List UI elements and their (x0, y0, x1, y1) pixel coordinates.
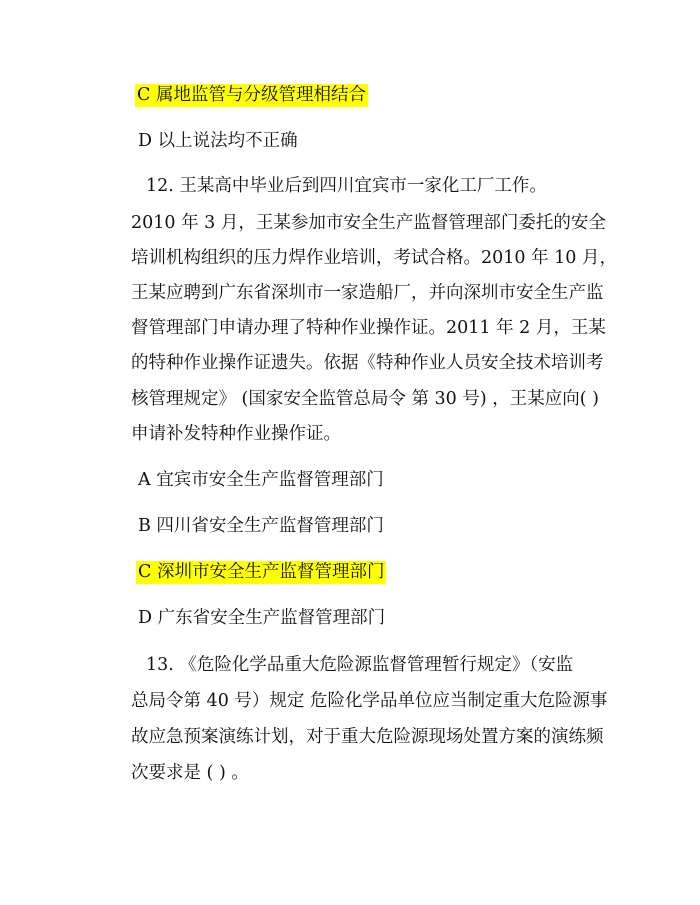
question-13-line: 13. 《危险化学品重大危险源监督管理暂行规定》（安监 (146, 655, 574, 675)
question-12-option-d: D 广东省安全生产监督管理部门 (138, 608, 386, 628)
question-12-line: 王某应聘到广东省深圳市一家造船厂，并向深圳市安全生产监 (131, 283, 604, 303)
question-12-option-b: B 四川省安全生产监督管理部门 (138, 516, 384, 536)
question-12-option-a: A 宜宾市安全生产监督管理部门 (138, 470, 384, 490)
question-12-option-c (136, 560, 386, 584)
question-13-line: 故应急预案演练计划，对于重大危险源现场处置方案的演练频 (131, 727, 604, 747)
answer-highlight: C 深圳市安全生产监督管理部门 (138, 562, 385, 582)
question-12-line: 12. 王某高中毕业后到四川宜宾市一家化工厂工作。 (146, 176, 547, 196)
question-13-line: 总局令第 40 号）规定 危险化学品单位应当制定重大危险源事 (131, 691, 608, 711)
question-12-line: 培训机构组织的压力焊作业培训，考试合格。2010 年 10 月， (131, 248, 617, 268)
question-12-line: 的特种作业操作证遗失。依据《特种作业人员安全技术培训考 (131, 353, 604, 373)
option-c-previous (135, 83, 368, 107)
question-12-line: 2010 年 3 月，王某参加市安全生产监督管理部门委托的安全 (131, 213, 606, 233)
answer-highlight: C 属地监管与分级管理相结合 (137, 85, 366, 105)
question-13-line: 次要求是 ( ) 。 (131, 763, 249, 783)
question-12-line: 申请补发特种作业操作证。 (131, 424, 341, 444)
option-d-previous: D 以上说法均不正确 (138, 131, 298, 151)
question-12-line: 督管理部门申请办理了特种作业操作证。2011 年 2 月，王某 (131, 318, 606, 338)
question-12-line: 核管理规定》 (国家安全监管总局令 第 30 号) ，王某应向( ) (131, 389, 599, 409)
